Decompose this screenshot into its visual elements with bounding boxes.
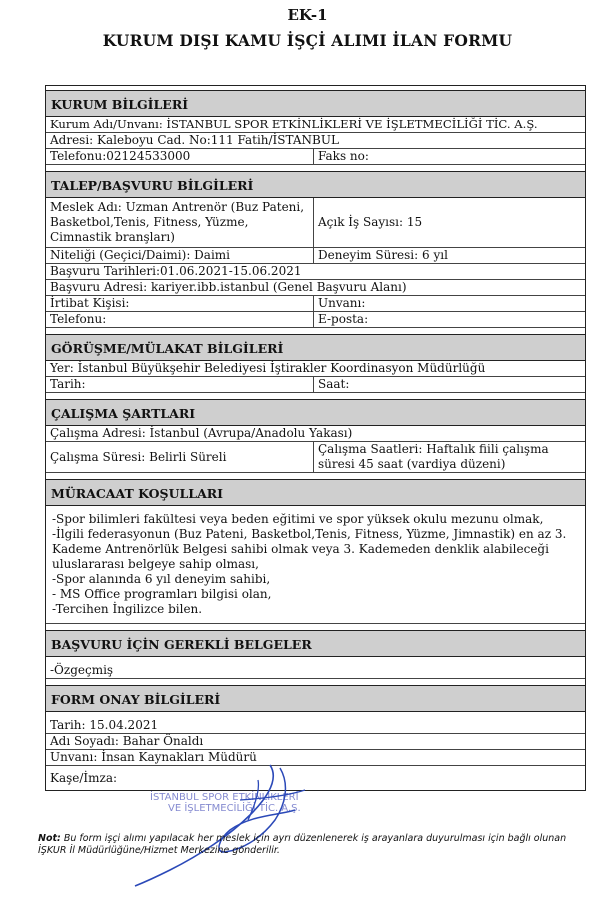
section-onay: FORM ONAY BİLGİLERİ xyxy=(46,685,585,712)
footer-note xyxy=(38,833,588,857)
section-gorusme: GÖRÜŞME/MÜLAKAT BİLGİLERİ xyxy=(46,334,585,361)
gorusme-saat: Saat: xyxy=(318,377,350,391)
onay-kase-imza: Kaşe/İmza: xyxy=(50,770,118,785)
deneyim-suresi: Deneyim Süresi: 6 yıl xyxy=(318,248,448,262)
section-muracaat: MÜRACAAT KOŞULLARI xyxy=(46,479,585,506)
onay-adsoyad: Adı Soyadı: Bahar Önaldı xyxy=(50,734,204,748)
kurum-telefon: Telefonu:02124533000 xyxy=(46,149,314,164)
form-title: KURUM DIŞI KAMU İŞÇİ ALIMI İLAN FORMU xyxy=(102,31,513,50)
muracaat-item: -Spor alanında 6 yıl deneyim sahibi, xyxy=(52,572,271,586)
irtibat-eposta: E-posta: xyxy=(318,312,369,326)
section-belgeler: BAŞVURU İÇİN GEREKLİ BELGELER xyxy=(46,630,585,657)
irtibat-telefonu: Telefonu: xyxy=(46,312,314,327)
niteligi: Niteliği (Geçici/Daimi): Daimi xyxy=(46,248,314,263)
onay-unvani: Unvanı: İnsan Kaynakları Müdürü xyxy=(50,750,257,764)
form-header-ek: EK-1 xyxy=(287,6,328,24)
belge-item: -Özgeçmiş xyxy=(50,663,114,677)
onay-tarih: Tarih: 15.04.2021 xyxy=(50,718,159,732)
muracaat-list xyxy=(46,506,585,624)
note-label: Not: xyxy=(38,833,61,844)
muracaat-item: - MS Office programları bilgisi olan, xyxy=(52,587,272,601)
irtibat-kisisi: İrtibat Kişisi: xyxy=(46,296,314,311)
stamp-line-2: VE İŞLETMECİLİĞİ TİC. A.Ş. xyxy=(168,803,301,814)
acik-is-sayisi: Açık İş Sayısı: 15 xyxy=(318,215,423,229)
calisma-adresi: Çalışma Adresi: İstanbul (Avrupa/Anadolu Yakası) xyxy=(50,426,353,440)
meslek-adi: Meslek Adı: Uzman Antrenör (Buz Pateni, Basketbol,Tenis, Fitness, Yüzme, Cimnastik branşları) xyxy=(46,198,314,247)
calisma-suresi: Çalışma Süresi: Belirli Süreli xyxy=(46,442,314,472)
gorusme-tarih: Tarih: xyxy=(46,377,314,392)
section-kurum: KURUM BİLGİLERİ xyxy=(46,90,585,117)
basvuru-adresi: Başvuru Adresi: kariyer.ibb.istanbul (Genel Başvuru Alanı) xyxy=(50,280,407,294)
basvuru-tarihleri: Başvuru Tarihleri:01.06.2021-15.06.2021 xyxy=(50,264,302,278)
muracaat-item: -Spor bilimleri fakültesi veya beden eğitimi ve spor yüksek okulu mezunu olmak, xyxy=(52,512,544,526)
muracaat-item: -İlgili federasyonun (Buz Pateni, Basketbol,Tenis, Fitness, Yüzme, Jimnastik) en az 3. Kademe Antrenörlük Belgesi sahibi olmak veya 3. Kademeden denklik alabileceği uluslararası belgeye sahip olması, xyxy=(52,527,567,571)
irtibat-unvani: Unvanı: xyxy=(318,296,366,310)
section-talep: TALEP/BAŞVURU BİLGİLERİ xyxy=(46,171,585,198)
muracaat-item: -Tercihen İngilizce bilen. xyxy=(52,602,203,616)
kurum-adres: Adresi: Kaleboyu Cad. No:111 Fatih/İSTANBUL xyxy=(50,133,339,147)
kurum-adi: Kurum Adı/Unvanı: İSTANBUL SPOR ETKİNLİKLERİ VE İŞLETMECİLİĞİ TİC. A.Ş. xyxy=(50,117,538,131)
section-calisma: ÇALIŞMA ŞARTLARI xyxy=(46,399,585,426)
form-table xyxy=(45,85,586,791)
stamp-line-1: İSTANBUL SPOR ETKİNLİKLERİ xyxy=(150,792,299,803)
calisma-saatleri: Çalışma Saatleri: Haftalık fiili çalışma süresi 45 saat (vardiya düzeni) xyxy=(318,442,549,471)
kurum-faks: Faks no: xyxy=(318,149,369,163)
signature-icon xyxy=(130,760,330,890)
gorusme-yer: Yer: İstanbul Büyükşehir Belediyesi İştirakler Koordinasyon Müdürlüğü xyxy=(50,361,486,375)
note-text: Bu form işçi alımı yapılacak her meslek için ayrı düzenlenerek iş arayanlara duyurulması için bağlı olunan İŞKUR İl Müdürlüğüne/Hizmet Merkezine gönderilir. xyxy=(38,833,567,856)
